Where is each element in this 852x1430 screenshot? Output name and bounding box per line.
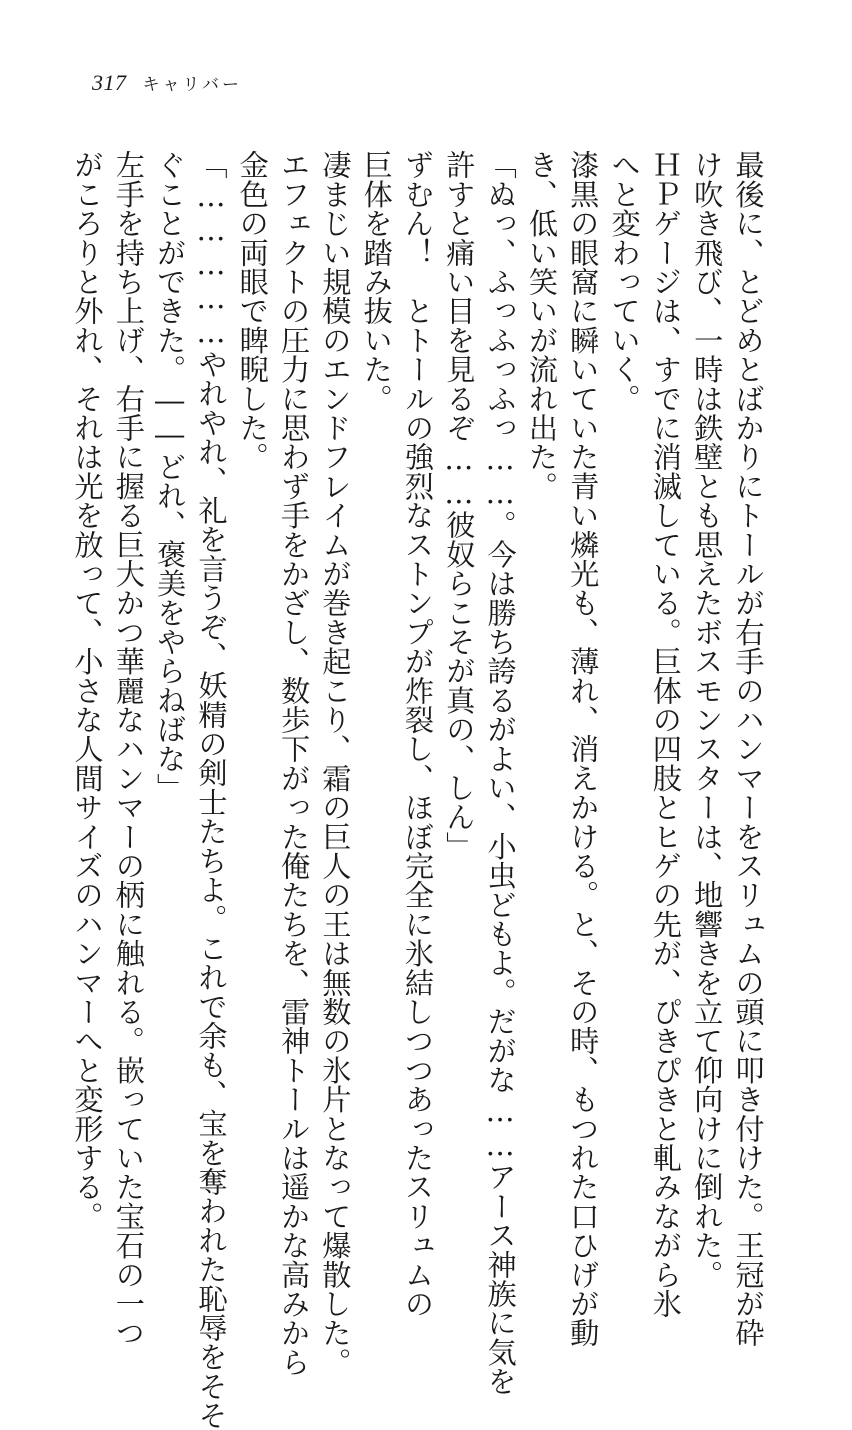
page-header xyxy=(92,70,242,100)
text-line-15: ぐことができた。――どれ、褒美をやらねばな」 xyxy=(152,150,187,802)
running-title: キャリバー xyxy=(142,75,242,94)
body-text xyxy=(70,150,765,1430)
text-line-3: ＨＰゲージは、すでに消滅している。巨体の四肢とヒゲの先が、ぴきぴきと軋みながら氷 xyxy=(648,150,683,1318)
text-line-1: 最後に、とどめとばかりにトールが右手のハンマーをスリュムの頭に叩き付けた。王冠が砕 xyxy=(731,150,765,1348)
text-line-9: ずむん！ とトールの強烈なストンプが炸裂し、ほぼ完全に氷結しつつあったスリュムの xyxy=(400,150,435,1318)
text-line-13: 金色の両眼で睥睨した。 xyxy=(235,150,270,472)
text-line-2: け吹き飛び、一時は鉄壁とも思えたボスモンスターは、地響きを立て仰向けに倒れた。 xyxy=(689,150,724,1289)
text-line-12: エフェクトの圧力に思わず手をかざし、数歩下がった俺たちを、雷神トールは遥かな高みから xyxy=(276,150,311,1377)
text-line-11: 凄まじい規模のエンドフレイムが巻き起こり、霜の巨人の王は無数の氷片となって爆散した。 xyxy=(317,150,352,1377)
text-line-5: 漆黒の眼窩に瞬いていた青い燐光も、薄れ、消えかける。と、その時、もつれた口ひげが動 xyxy=(565,150,600,1348)
text-line-6: き、低い笑いが流れ出た。 xyxy=(524,150,559,501)
page-number: 317 xyxy=(92,70,127,95)
text-line-4: へと変わっていく。 xyxy=(607,150,642,413)
text-line-16: 左手を持ち上げ、右手に握る巨大かつ華麗なハンマーの柄に触れる。嵌っていた宝石の一つ xyxy=(111,150,146,1348)
text-line-10: 巨体を踏み抜いた。 xyxy=(359,150,394,413)
text-line-14: 「……………やれやれ、礼を言うぞ、妖精の剣士たちよ。これで余も、宝を奪われた恥辱をそそ xyxy=(193,150,228,1430)
text-line-17: がころりと外れ、それは光を放って、小さな人間サイズのハンマーへと変形する。 xyxy=(70,150,104,1231)
text-line-7: 「ぬっ、ふっふっふっ……。今は勝ち誇るがよい、小虫どもよ。だがな……アース神族に気を xyxy=(483,150,518,1396)
text-line-8: 許すと痛い目を見るぞ……彼奴らこそが真の、しん」 xyxy=(441,150,476,861)
